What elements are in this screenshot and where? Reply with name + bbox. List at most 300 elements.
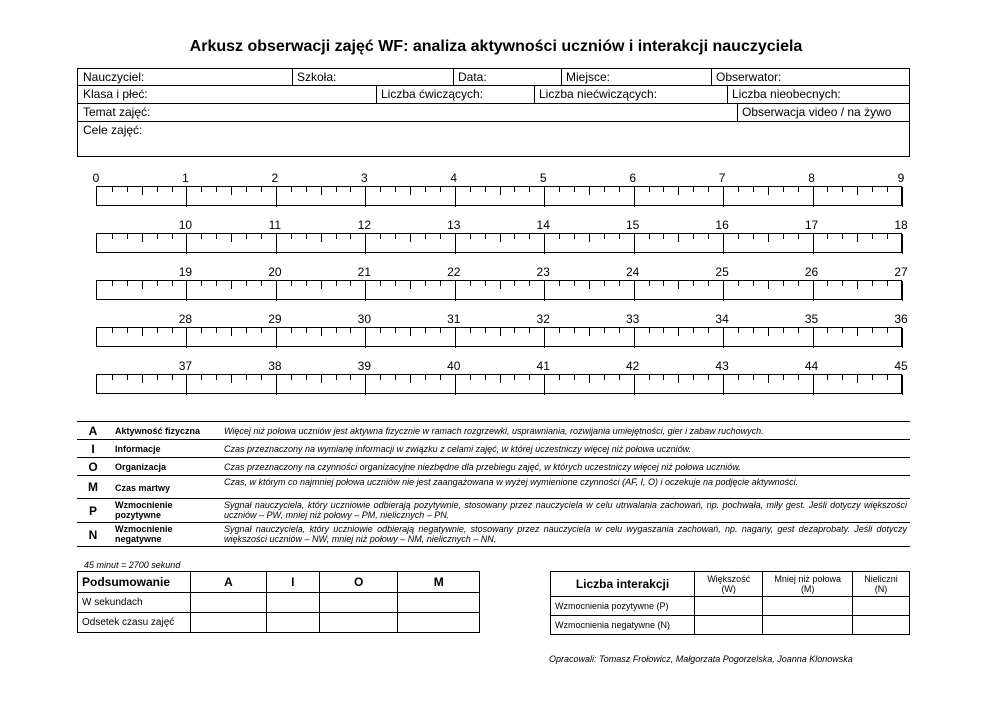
ruler-tick bbox=[634, 234, 635, 254]
ruler-label: 15 bbox=[625, 218, 640, 232]
ruler-tick bbox=[783, 281, 784, 286]
ruler-tick bbox=[186, 281, 187, 301]
summary-head: Podsumowanie bbox=[78, 572, 191, 593]
ruler-tick bbox=[813, 281, 814, 301]
summary-row-label: W sekundach bbox=[78, 593, 191, 613]
ruler-label: 33 bbox=[625, 312, 640, 326]
legend-desc: Sygnał nauczyciela, który uczniowie odbierają pozytywnie, stosowany przez nauczyciela w celu utrwalania zachowań, np. pochwała, miły gest. Jeśli dotyczy większości uczniów – PW, mniej niż połowy – PM, nielicznych – PN. bbox=[224, 500, 907, 520]
legend-row bbox=[77, 439, 910, 457]
legend-desc: Czas, w którym co najmniej połowa uczniów nie jest zaangażowana w wyżej wymienione czynności (AF, I, O) i oczekuje na podjęcie aktywności. bbox=[224, 477, 799, 487]
ruler-tick bbox=[872, 375, 873, 380]
ruler-label: 41 bbox=[536, 359, 550, 373]
absent-field[interactable]: Liczba nieobecnych: bbox=[732, 87, 841, 101]
ruler-label: 8 bbox=[808, 171, 815, 185]
ruler-tick bbox=[306, 375, 307, 380]
ruler-tick bbox=[649, 328, 650, 333]
ruler-tick bbox=[663, 187, 664, 192]
ruler-tick bbox=[395, 234, 396, 239]
ruler-tick bbox=[455, 281, 456, 301]
ruler-tick bbox=[172, 281, 173, 286]
ruler-tick bbox=[291, 328, 292, 333]
ruler-tick bbox=[246, 375, 247, 380]
ruler-tick bbox=[693, 234, 694, 239]
ruler-tick bbox=[261, 281, 262, 286]
ruler-tick bbox=[619, 234, 620, 239]
ruler-label: 32 bbox=[536, 312, 550, 326]
ruler-tick bbox=[201, 187, 202, 192]
ruler-tick bbox=[365, 375, 366, 395]
summary-cell[interactable] bbox=[266, 593, 319, 613]
ruler-tick bbox=[842, 281, 843, 286]
ruler-tick bbox=[336, 328, 337, 333]
credit: Opracowali: Tomasz Frołowicz, Małgorzata Pogorzelska, Joanna Klonowska bbox=[549, 654, 853, 664]
ruler-tick bbox=[798, 187, 799, 192]
ruler-tick bbox=[395, 328, 396, 333]
header-row-4 bbox=[78, 122, 909, 156]
ruler-tick bbox=[440, 234, 441, 239]
ruler-tick bbox=[798, 375, 799, 380]
observer-field[interactable]: Obserwator: bbox=[716, 70, 782, 84]
ruler-tick bbox=[798, 281, 799, 286]
ruler-label: 5 bbox=[539, 171, 547, 185]
ruler-tick bbox=[127, 187, 128, 192]
ruler-tick bbox=[544, 375, 545, 395]
ruler-tick bbox=[485, 187, 486, 192]
ruler-tick bbox=[395, 187, 396, 192]
ruler-label: 44 bbox=[804, 359, 819, 373]
ruler-tick bbox=[142, 328, 143, 336]
ruler-tick bbox=[723, 328, 724, 348]
ruler-label: 34 bbox=[715, 312, 729, 326]
ruler-label: 24 bbox=[625, 265, 640, 279]
ruler-tick bbox=[246, 187, 247, 192]
ruler-label: 2 bbox=[271, 171, 279, 185]
ruler-label: 45 bbox=[894, 359, 908, 373]
ruler-label: 0 bbox=[92, 171, 100, 185]
summary-col-i: I bbox=[266, 572, 319, 593]
ruler-tick bbox=[440, 281, 441, 286]
ruler-tick bbox=[216, 281, 217, 286]
ruler-tick bbox=[738, 234, 739, 239]
ruler-tick bbox=[813, 187, 814, 207]
ruler-tick bbox=[425, 281, 426, 286]
ruler-label: 38 bbox=[268, 359, 282, 373]
ruler-tick bbox=[500, 234, 501, 242]
ruler-tick bbox=[321, 234, 322, 242]
interactions-cell[interactable] bbox=[695, 616, 763, 635]
ruler-tick bbox=[514, 234, 515, 239]
ruler-tick bbox=[336, 281, 337, 286]
legend-row bbox=[77, 522, 910, 547]
ruler-tick bbox=[678, 234, 679, 242]
ruler-label: 22 bbox=[447, 265, 461, 279]
ruler-tick bbox=[753, 234, 754, 239]
legend-row bbox=[77, 475, 910, 498]
ruler-tick bbox=[708, 375, 709, 380]
timeline-ruler[interactable] bbox=[96, 186, 902, 206]
ruler-tick bbox=[827, 375, 828, 380]
summary-col-o: O bbox=[319, 572, 398, 593]
ruler-tick bbox=[693, 328, 694, 333]
ruler-tick bbox=[529, 281, 530, 286]
legend-letter: N bbox=[88, 528, 98, 542]
ruler-label: 28 bbox=[178, 312, 193, 326]
ruler-tick bbox=[365, 234, 366, 254]
ruler-tick bbox=[395, 281, 396, 286]
ruler-tick bbox=[678, 187, 679, 195]
ruler-tick bbox=[529, 234, 530, 239]
summary-cell[interactable] bbox=[319, 593, 398, 613]
duration-note: 45 minut = 2700 sekund bbox=[84, 560, 181, 570]
ruler-tick bbox=[231, 187, 232, 195]
header-form bbox=[77, 68, 910, 157]
interactions-cell[interactable] bbox=[853, 597, 910, 616]
ruler-tick bbox=[440, 328, 441, 333]
ruler-tick bbox=[813, 328, 814, 348]
ruler-tick bbox=[201, 234, 202, 239]
legend-letter: P bbox=[88, 504, 97, 518]
school-field[interactable]: Szkoła: bbox=[297, 70, 337, 84]
ruler-tick bbox=[157, 281, 158, 286]
ruler-tick bbox=[738, 187, 739, 192]
ruler-label: 13 bbox=[447, 218, 461, 232]
topic-field[interactable]: Temat zajęć: bbox=[83, 105, 151, 119]
ruler-label: 37 bbox=[178, 359, 193, 373]
ruler-tick bbox=[723, 281, 724, 301]
legend-name: Informacje bbox=[115, 444, 161, 454]
ruler-tick bbox=[559, 375, 560, 380]
ruler-label: 27 bbox=[894, 265, 908, 279]
ruler-tick bbox=[514, 328, 515, 333]
interactions-cell[interactable] bbox=[695, 597, 763, 616]
legend-desc: Czas przeznaczony na czynności organizacyjne niezbędne dla przebiegu zajęć, w których uczestniczy więcej niż połowa uczniów. bbox=[224, 462, 741, 472]
ruler-tick bbox=[902, 187, 903, 207]
ruler-tick bbox=[306, 281, 307, 286]
ruler-tick bbox=[649, 281, 650, 286]
ruler-label: 12 bbox=[357, 218, 371, 232]
ruler-tick bbox=[231, 375, 232, 383]
ruler-tick bbox=[470, 187, 471, 192]
exercising-field[interactable]: Liczba ćwiczących: bbox=[381, 87, 484, 101]
ruler-tick bbox=[112, 234, 113, 239]
header-row-3 bbox=[78, 104, 909, 122]
ruler-tick bbox=[887, 234, 888, 239]
ruler-tick bbox=[574, 187, 575, 192]
ruler-tick bbox=[634, 375, 635, 395]
ruler-label: 9 bbox=[897, 171, 905, 185]
ruler-tick bbox=[231, 281, 232, 289]
ruler-tick bbox=[514, 375, 515, 380]
ruler-tick bbox=[186, 328, 187, 348]
ruler-tick bbox=[455, 187, 456, 207]
ruler-tick bbox=[813, 234, 814, 254]
ruler-tick bbox=[261, 328, 262, 333]
ruler-tick bbox=[395, 375, 396, 380]
teacher-field[interactable]: Nauczyciel: bbox=[83, 70, 145, 84]
ruler-tick bbox=[544, 234, 545, 254]
header-row-1 bbox=[78, 69, 909, 86]
ruler-tick bbox=[157, 187, 158, 192]
summary-row-label: Odsetek czasu zajęć bbox=[78, 613, 191, 633]
ruler-tick bbox=[440, 375, 441, 380]
ruler-tick bbox=[857, 187, 858, 195]
ruler-tick bbox=[500, 328, 501, 336]
mode-field[interactable]: Obserwacja video / na żywo bbox=[742, 105, 892, 119]
ruler-tick bbox=[902, 281, 903, 301]
ruler-tick bbox=[425, 187, 426, 192]
ruler-tick bbox=[291, 375, 292, 380]
ruler-tick bbox=[783, 234, 784, 239]
ruler-tick bbox=[827, 281, 828, 286]
ruler-tick bbox=[246, 328, 247, 333]
ruler-tick bbox=[738, 281, 739, 286]
ruler-label: 23 bbox=[536, 265, 550, 279]
ruler-label: 25 bbox=[715, 265, 729, 279]
summary-table bbox=[77, 571, 480, 633]
legend-letter: O bbox=[88, 460, 98, 474]
ruler-tick bbox=[306, 234, 307, 239]
ruler-tick bbox=[678, 281, 679, 289]
ruler-tick bbox=[142, 375, 143, 383]
ruler-tick bbox=[485, 328, 486, 333]
ruler-tick bbox=[619, 281, 620, 286]
ruler-tick bbox=[470, 375, 471, 380]
ruler-tick bbox=[112, 281, 113, 286]
ruler-tick bbox=[380, 234, 381, 239]
ruler-tick bbox=[619, 328, 620, 333]
ruler-tick bbox=[559, 281, 560, 286]
ruler-tick bbox=[723, 375, 724, 395]
ruler-tick bbox=[127, 234, 128, 239]
ruler-tick bbox=[112, 187, 113, 192]
ruler-tick bbox=[663, 375, 664, 380]
page-title: Arkusz obserwacji zajęć WF: analiza aktywności uczniów i interakcji nauczyciela bbox=[189, 38, 803, 55]
not-exercising-field[interactable]: Liczba niećwiczących: bbox=[539, 87, 658, 101]
ruler-label: 35 bbox=[804, 312, 819, 326]
ruler-tick bbox=[723, 187, 724, 207]
ruler-label: 4 bbox=[450, 171, 458, 185]
ruler-label: 21 bbox=[357, 265, 371, 279]
ruler-tick bbox=[336, 375, 337, 380]
ruler-tick bbox=[321, 328, 322, 336]
ruler-tick bbox=[216, 375, 217, 380]
ruler-tick bbox=[902, 234, 903, 254]
timeline-ruler[interactable] bbox=[96, 233, 902, 253]
ruler-tick bbox=[291, 187, 292, 192]
ruler-tick bbox=[723, 234, 724, 254]
ruler-tick bbox=[380, 375, 381, 380]
ruler-tick bbox=[872, 187, 873, 192]
ruler-tick bbox=[172, 328, 173, 333]
ruler-tick bbox=[440, 187, 441, 192]
ruler-tick bbox=[291, 234, 292, 239]
ruler-tick bbox=[768, 281, 769, 289]
summary-cell[interactable] bbox=[191, 593, 267, 613]
ruler-tick bbox=[350, 187, 351, 192]
ruler-tick bbox=[142, 234, 143, 242]
date-field[interactable]: Data: bbox=[458, 70, 487, 84]
interactions-row-label: Wzmocnienia pozytywne (P) bbox=[551, 597, 695, 616]
ruler-tick bbox=[857, 234, 858, 242]
summary-cell[interactable] bbox=[266, 613, 319, 633]
ruler-tick bbox=[380, 328, 381, 333]
ruler-tick bbox=[559, 328, 560, 333]
ruler-tick bbox=[306, 187, 307, 192]
ruler-tick bbox=[261, 234, 262, 239]
ruler-tick bbox=[753, 281, 754, 286]
ruler-tick bbox=[216, 234, 217, 239]
ruler-tick bbox=[276, 234, 277, 254]
ruler-tick bbox=[753, 328, 754, 333]
class-gender-field[interactable]: Klasa i płeć: bbox=[83, 87, 148, 101]
ruler-tick bbox=[619, 375, 620, 380]
interactions-cell[interactable] bbox=[763, 597, 853, 616]
ruler-label: 31 bbox=[447, 312, 461, 326]
ruler-tick bbox=[410, 234, 411, 242]
summary-cell[interactable] bbox=[398, 613, 480, 633]
ruler-tick bbox=[470, 234, 471, 239]
ruler-tick bbox=[410, 187, 411, 195]
legend-name: Czas martwy bbox=[115, 483, 171, 493]
ruler-tick bbox=[768, 187, 769, 195]
ruler-tick bbox=[887, 328, 888, 333]
legend-name: Wzmocnienie negatywne bbox=[115, 524, 173, 544]
ruler-label: 11 bbox=[268, 218, 282, 232]
summary-cell[interactable] bbox=[319, 613, 398, 633]
ruler-tick bbox=[574, 234, 575, 239]
ruler-tick bbox=[738, 375, 739, 380]
ruler-tick bbox=[127, 328, 128, 333]
ruler-tick bbox=[186, 234, 187, 254]
ruler-tick bbox=[589, 187, 590, 195]
ruler-tick bbox=[410, 375, 411, 383]
ruler-tick bbox=[321, 375, 322, 383]
ruler-tick bbox=[425, 375, 426, 380]
ruler-tick bbox=[902, 375, 903, 395]
ruler-tick bbox=[231, 328, 232, 336]
ruler-tick bbox=[514, 281, 515, 286]
ruler-tick bbox=[201, 281, 202, 286]
ruler-label: 36 bbox=[894, 312, 908, 326]
ruler-tick bbox=[604, 328, 605, 333]
ruler-tick bbox=[842, 328, 843, 333]
ruler-label: 42 bbox=[625, 359, 640, 373]
summary-cell[interactable] bbox=[398, 593, 480, 613]
summary-col-a: A bbox=[191, 572, 267, 593]
ruler-label: 14 bbox=[536, 218, 550, 232]
ruler-tick bbox=[172, 234, 173, 239]
ruler-tick bbox=[604, 281, 605, 286]
legend-desc: Czas przeznaczony na wymianę informacji w związku z celami zajęć, w której uczestniczy więcej niż połowa uczniów. bbox=[224, 444, 692, 454]
timeline-ruler[interactable] bbox=[96, 374, 902, 394]
ruler-tick bbox=[142, 187, 143, 195]
ruler-tick bbox=[872, 281, 873, 286]
timeline-ruler[interactable] bbox=[96, 327, 902, 347]
ruler-tick bbox=[350, 328, 351, 333]
ruler-tick bbox=[216, 328, 217, 333]
header-row-2 bbox=[78, 86, 909, 104]
ruler-tick bbox=[574, 328, 575, 333]
interactions-table bbox=[550, 571, 910, 635]
ruler-tick bbox=[544, 187, 545, 207]
ruler-tick bbox=[649, 375, 650, 380]
goals-field[interactable]: Cele zajęć: bbox=[83, 123, 143, 137]
ruler-tick bbox=[216, 187, 217, 192]
ruler-tick bbox=[827, 187, 828, 192]
place-field[interactable]: Miejsce: bbox=[566, 70, 611, 84]
ruler-tick bbox=[708, 187, 709, 192]
ruler-tick bbox=[350, 281, 351, 286]
ruler-tick bbox=[231, 234, 232, 242]
legend-letter: I bbox=[91, 442, 95, 456]
interactions-cell[interactable] bbox=[853, 616, 910, 635]
ruler-tick bbox=[708, 234, 709, 239]
ruler-tick bbox=[365, 187, 366, 207]
summary-cell[interactable] bbox=[191, 613, 267, 633]
ruler-label: 6 bbox=[629, 171, 636, 185]
ruler-tick bbox=[455, 375, 456, 395]
ruler-label: 10 bbox=[178, 218, 193, 232]
ruler-tick bbox=[872, 234, 873, 239]
ruler-label: 16 bbox=[715, 218, 729, 232]
ruler-tick bbox=[544, 328, 545, 348]
ruler-tick bbox=[112, 375, 113, 380]
ruler-tick bbox=[172, 375, 173, 380]
ruler-tick bbox=[514, 187, 515, 192]
ruler-tick bbox=[887, 187, 888, 192]
ruler-tick bbox=[589, 375, 590, 383]
ruler-tick bbox=[246, 234, 247, 239]
ruler-tick bbox=[425, 328, 426, 333]
ruler-tick bbox=[261, 375, 262, 380]
ruler-tick bbox=[589, 281, 590, 289]
ruler-label: 26 bbox=[804, 265, 819, 279]
ruler-tick bbox=[634, 281, 635, 301]
ruler-tick bbox=[410, 328, 411, 336]
ruler-tick bbox=[559, 234, 560, 239]
ruler-tick bbox=[186, 187, 187, 207]
interactions-head: Liczba interakcji bbox=[551, 572, 695, 597]
ruler-tick bbox=[127, 281, 128, 286]
legend-row bbox=[77, 421, 910, 439]
timeline-ruler[interactable] bbox=[96, 280, 902, 300]
interactions-col: Większość (W) bbox=[695, 572, 763, 597]
legend-name: Wzmocnienie pozytywne bbox=[115, 500, 173, 520]
ruler-tick bbox=[574, 281, 575, 286]
ruler-tick bbox=[336, 234, 337, 239]
ruler-label: 20 bbox=[268, 265, 282, 279]
ruler-tick bbox=[649, 234, 650, 239]
ruler-label: 3 bbox=[360, 171, 368, 185]
ruler-tick bbox=[201, 328, 202, 333]
interactions-cell[interactable] bbox=[763, 616, 853, 635]
ruler-tick bbox=[157, 375, 158, 380]
ruler-tick bbox=[157, 234, 158, 239]
ruler-label: 30 bbox=[357, 312, 371, 326]
ruler-tick bbox=[544, 281, 545, 301]
ruler-tick bbox=[634, 328, 635, 348]
legend-desc: Sygnał nauczyciela, który uczniowie odbierają negatywnie, stosowany przez nauczyciela w celu wygaszania zachowań, np. nagany, gest dezaprobaty. Jeśli dotyczy większości uczniów – NW, mniej niż połowy – NM, nielicznych – NN. bbox=[224, 524, 907, 544]
legend-name: Aktywność fizyczna bbox=[115, 426, 201, 436]
ruler-tick bbox=[842, 187, 843, 192]
ruler-tick bbox=[321, 281, 322, 289]
ruler-tick bbox=[604, 187, 605, 192]
ruler-tick bbox=[350, 234, 351, 239]
ruler-tick bbox=[529, 187, 530, 192]
ruler-tick bbox=[276, 328, 277, 348]
ruler-tick bbox=[857, 281, 858, 289]
ruler-tick bbox=[142, 281, 143, 289]
